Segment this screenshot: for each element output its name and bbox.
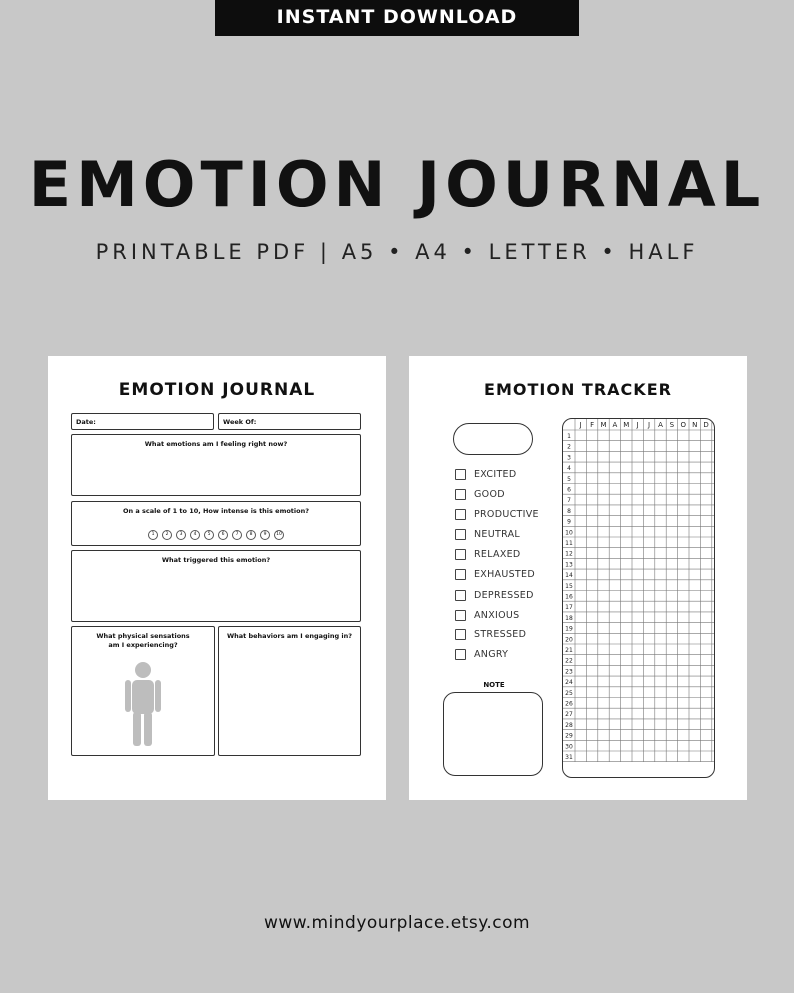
month-label: O bbox=[680, 421, 687, 429]
day-label: 26 bbox=[565, 700, 573, 708]
month-label: J bbox=[579, 421, 582, 429]
month-label: S bbox=[669, 421, 675, 429]
journal-page bbox=[48, 356, 386, 800]
emotion-label: DEPRESSED bbox=[474, 590, 534, 601]
scale-circle: 10 bbox=[274, 530, 284, 540]
month-label: M bbox=[623, 421, 630, 429]
day-label: 5 bbox=[567, 475, 571, 483]
month-label: A bbox=[658, 421, 663, 429]
trigger-question: What triggered this emotion? bbox=[161, 556, 271, 564]
emotion-label: ANXIOUS bbox=[474, 610, 520, 621]
emotion-item bbox=[455, 509, 539, 520]
day-label: 20 bbox=[565, 636, 573, 644]
emotion-item bbox=[455, 469, 516, 480]
day-label: 28 bbox=[565, 721, 573, 729]
intensity-box bbox=[71, 501, 361, 546]
emotion-label: PRODUCTIVE bbox=[474, 509, 539, 520]
checkbox-icon bbox=[455, 649, 466, 660]
journal-title: EMOTION JOURNAL bbox=[118, 380, 316, 400]
scale-circle: 4 bbox=[190, 530, 200, 540]
checkbox-icon bbox=[455, 569, 466, 580]
day-label: 16 bbox=[565, 593, 573, 601]
behaviors-box bbox=[218, 626, 361, 756]
emotions-box bbox=[71, 434, 361, 496]
checkbox-icon bbox=[455, 529, 466, 540]
day-label: 11 bbox=[565, 540, 573, 547]
format-subtitle: PRINTABLE PDF | A5 • A4 • LETTER • HALF bbox=[95, 240, 699, 264]
day-label: 25 bbox=[565, 689, 573, 697]
day-label: 30 bbox=[565, 743, 573, 751]
emotion-label: ANGRY bbox=[474, 649, 509, 660]
instant-download-banner: INSTANT DOWNLOAD bbox=[215, 0, 579, 36]
checkbox-icon bbox=[455, 629, 466, 640]
emotion-label: RELAXED bbox=[474, 549, 521, 560]
day-label: 4 bbox=[567, 465, 571, 473]
emotion-label: GOOD bbox=[474, 489, 505, 500]
checkbox-icon bbox=[455, 549, 466, 560]
emotion-label: EXCITED bbox=[474, 469, 517, 480]
tracker-page bbox=[409, 356, 747, 800]
day-label: 17 bbox=[565, 604, 573, 612]
day-label: 8 bbox=[567, 507, 571, 515]
day-label: 21 bbox=[565, 647, 573, 654]
checkbox-icon bbox=[455, 469, 466, 480]
day-label: 2 bbox=[567, 443, 571, 451]
tracker-grid-svg bbox=[562, 418, 715, 778]
sensations-question: What physical sensations am I experiencing? bbox=[96, 632, 190, 649]
month-label: N bbox=[692, 421, 698, 429]
month-label: J bbox=[648, 421, 651, 429]
trigger-box bbox=[71, 550, 361, 622]
tracker-title: EMOTION TRACKER bbox=[484, 380, 672, 399]
month-label: F bbox=[590, 421, 595, 429]
day-label: 23 bbox=[565, 668, 573, 676]
checkbox-icon bbox=[455, 610, 466, 621]
sensations-box bbox=[71, 626, 215, 756]
color-key-pill bbox=[453, 423, 533, 455]
month-label: J bbox=[636, 421, 639, 429]
scale-circle: 5 bbox=[204, 530, 214, 540]
month-label: M bbox=[600, 421, 607, 429]
note-box bbox=[443, 692, 543, 776]
emotion-item bbox=[455, 590, 534, 601]
emotion-item bbox=[455, 569, 535, 580]
date-label: Date: bbox=[76, 418, 96, 426]
emotion-label: EXHAUSTED bbox=[474, 569, 535, 580]
day-label: 27 bbox=[565, 711, 573, 719]
emotion-item bbox=[455, 549, 521, 560]
date-field bbox=[71, 413, 214, 430]
day-label: 15 bbox=[565, 582, 573, 590]
behaviors-question: What behaviors am I engaging in? bbox=[226, 632, 353, 640]
emotion-item bbox=[455, 649, 508, 660]
month-label: D bbox=[703, 421, 709, 429]
week-label: Week Of: bbox=[223, 418, 257, 426]
day-label: 19 bbox=[565, 625, 573, 633]
checkbox-icon bbox=[455, 509, 466, 520]
week-field bbox=[218, 413, 361, 430]
day-label: 18 bbox=[565, 614, 573, 622]
checkbox-icon bbox=[455, 489, 466, 500]
body-figure-icon bbox=[125, 662, 161, 748]
day-label: 1 bbox=[567, 433, 571, 440]
scale-circle: 1 bbox=[148, 530, 158, 540]
scale-circle: 2 bbox=[162, 530, 172, 540]
day-label: 6 bbox=[567, 486, 571, 494]
scale-circle: 6 bbox=[218, 530, 228, 540]
emotion-label: NEUTRAL bbox=[474, 529, 520, 540]
page-title: EMOTION JOURNAL bbox=[28, 148, 766, 221]
emotion-item bbox=[455, 489, 505, 500]
scale-circle: 3 bbox=[176, 530, 186, 540]
day-label: 10 bbox=[565, 529, 573, 537]
day-label: 31 bbox=[565, 754, 573, 761]
scale-circle: 8 bbox=[246, 530, 256, 540]
day-label: 12 bbox=[565, 550, 573, 558]
day-label: 24 bbox=[565, 679, 573, 687]
tracker-grid bbox=[562, 418, 715, 778]
note-label: NOTE bbox=[483, 681, 505, 689]
scale-circle: 7 bbox=[232, 530, 242, 540]
emotions-question: What emotions am I feeling right now? bbox=[144, 440, 288, 448]
shop-url: www.mindyourplace.etsy.com bbox=[263, 913, 531, 933]
day-label: 13 bbox=[565, 561, 573, 569]
emotion-label: STRESSED bbox=[474, 629, 527, 640]
intensity-scale bbox=[72, 524, 360, 543]
day-label: 22 bbox=[565, 657, 573, 665]
scale-circle: 9 bbox=[260, 530, 270, 540]
emotion-item bbox=[455, 629, 526, 640]
emotion-item bbox=[455, 610, 519, 621]
checkbox-icon bbox=[455, 590, 466, 601]
day-label: 9 bbox=[567, 518, 571, 526]
day-label: 29 bbox=[565, 732, 573, 740]
month-label: A bbox=[612, 421, 618, 429]
day-label: 14 bbox=[565, 572, 573, 580]
intensity-question: On a scale of 1 to 10, How intense is this emotion? bbox=[122, 507, 310, 515]
day-label: 7 bbox=[567, 497, 571, 505]
emotion-item bbox=[455, 529, 520, 540]
day-label: 3 bbox=[567, 454, 571, 462]
